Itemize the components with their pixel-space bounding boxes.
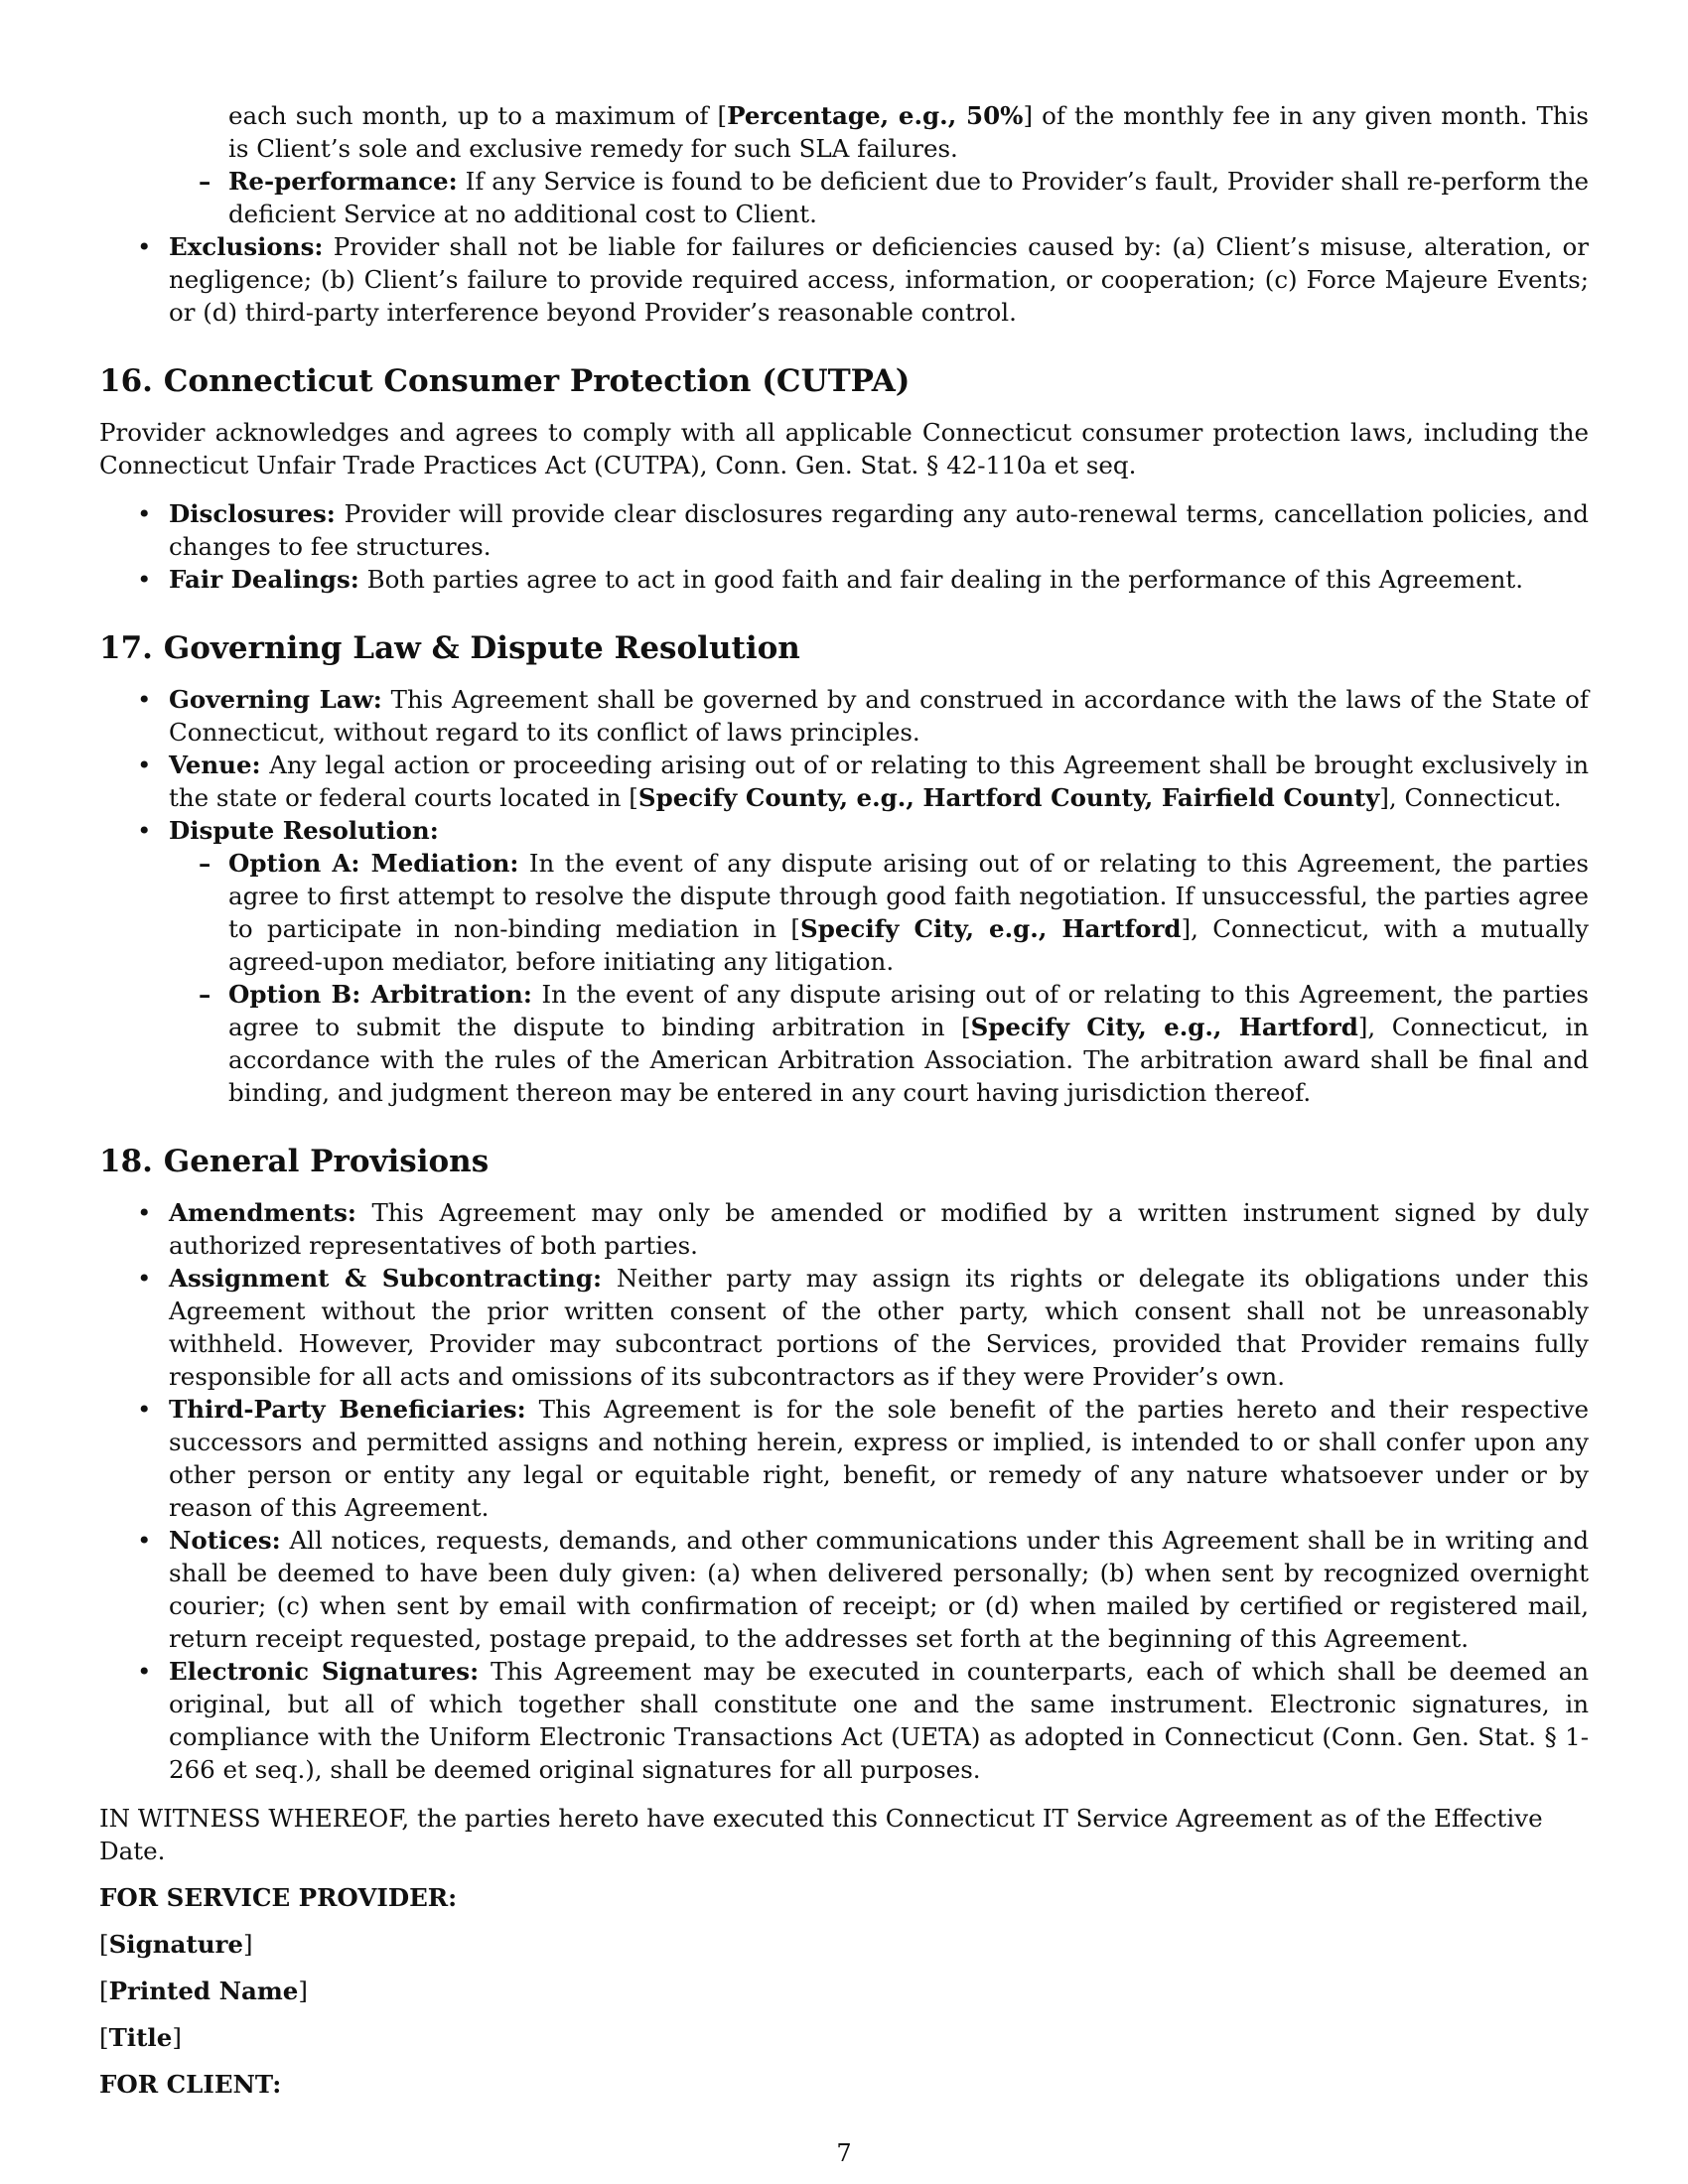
county-placeholder: Specify County, e.g., Hartford County, Fairfield County [637, 783, 1380, 812]
printed-name-placeholder: [Printed Name] [99, 1977, 308, 2005]
list-item-assignment: • Assignment & Subcontracting: Neither party may assign its rights or delegate its obligations under this Agreement without the prior written consent of the other party, which consent shall not be unreasonably withheld. However, Provider may subcontract portions of the Services, provided that Provider remains fully responsible for all acts and omissions of its subcontractors as if they were Provider’s own. [99, 1262, 1589, 1393]
list-item-venue: • Venue: Any legal action or proceeding arising out of or relating to this Agreement shall be brought exclusively in the state or federal courts located in [Specify County, e.g., Hartford County, Fairfield County], Connecticut. [99, 749, 1589, 814]
list-item-option-a: – Option A: Mediation: In the event of any dispute arising out of or relating to this Agreement, the parties agree to first attempt to resolve the dispute through good faith negotiation. If unsuccessful, the parties agree to participate in non-binding mediation in [Specify City, e.g., Hartford], Connecticut, with a mutually agreed-upon mediator, before initiating any litigation. [169, 847, 1589, 978]
list-item-dispute-resolution: • Dispute Resolution: – Option A: Mediation: In the event of any dispute arising out of or relating to this Agreement, the parties agree to first attempt to resolve the dispute through good faith negotiation. If unsuccessful, the parties agree to participate in non-binding mediation in [Specify City, e.g., Hartford], Connecticut, with a mutually agreed-upon mediator, before initiating any litigation. – Option B: Arbitration: In the event of any dispute arising out of or relating to this Agreement, the parties agree to submit the dispute to binding arbitration in [Specify City, e.g., Hartford], Connecticut, in accordance with the rules of the American Arbitration Association. The arbitration award shall be final and binding, and judgment thereon may be entered in any court having jurisdiction thereof. [99, 814, 1589, 1109]
witness-clause: IN WITNESS WHEREOF, the parties hereto have executed this Connecticut IT Service Agreement as of the Effective Date. [99, 1804, 1543, 1865]
list-item-electronic-signatures: • Electronic Signatures: This Agreement may be executed in counterparts, each of which shall be deemed an original, but all of which together shall constitute one and the same instrument. Electronic signatures, in compliance with the Uniform Electronic Transactions Act (UETA) as adopted in Connecticut (Conn. Gen. Stat. § 1-266 et seq.), shall be deemed original signatures for all purposes. [99, 1655, 1589, 1786]
list-item-amendments: • Amendments: This Agreement may only be amended or modified by a written instrument signed by duly authorized representatives of both parties. [99, 1196, 1589, 1262]
sla-credit-continuation: each such month, up to a maximum of [Percentage, e.g., 50%] of the monthly fee in any given month. This is Client’s sole and exclusive remedy for such SLA failures. [228, 101, 1589, 163]
dispute-options-list [169, 847, 1589, 1109]
section-18-list [99, 1196, 1589, 1786]
section-17-heading: 17. Governing Law & Dispute Resolution [99, 630, 800, 666]
list-item-disclosures: • Disclosures: Provider will provide clear disclosures regarding any auto-renewal terms, cancellation policies, and changes to fee structures. [99, 497, 1589, 563]
city-placeholder: Specify City, e.g., Hartford [800, 914, 1182, 943]
city-placeholder: Specify City, e.g., Hartford [970, 1013, 1358, 1041]
document-page [99, 99, 1589, 2101]
provider-heading: FOR SERVICE PROVIDER: [99, 1883, 458, 1912]
list-item-governing-law: • Governing Law: This Agreement shall be governed by and construed in accordance with the laws of the State of Connecticut, without regard to its conflict of laws principles. [99, 683, 1589, 749]
page-number: 7 [836, 2139, 852, 2167]
sla-list [99, 230, 1589, 329]
section-17-list [99, 683, 1589, 1109]
signature-placeholder: [Signature] [99, 1930, 253, 1959]
title-placeholder: [Title] [99, 2023, 182, 2052]
section-16-heading: 16. Connecticut Consumer Protection (CUTPA) [99, 363, 911, 399]
list-item-reperformance: – Re-performance: If any Service is found to be deficient due to Provider’s fault, Provider shall re-perform the deficient Service at no additional cost to Client. [169, 165, 1589, 230]
list-item-third-party: • Third-Party Beneficiaries: This Agreement is for the sole benefit of the parties hereto and their respective successors and permitted assigns and nothing herein, express or implied, is intended to or shall confer upon any other person or entity any legal or equitable right, benefit, or remedy of any nature whatsoever under or by reason of this Agreement. [99, 1393, 1589, 1524]
list-item-exclusions: • Exclusions: Provider shall not be liable for failures or deficiencies caused by: (a) Client’s misuse, alteration, or negligence; (b) Client’s failure to provide required access, information, or cooperation; (c) Force Majeure Events; or (d) third-party interference beyond Provider’s reasonable control. [99, 230, 1589, 329]
percentage-placeholder: Percentage, e.g., 50% [727, 101, 1024, 130]
list-item-option-b: – Option B: Arbitration: In the event of any dispute arising out of or relating to this Agreement, the parties agree to submit the dispute to binding arbitration in [Specify City, e.g., Hartford], Connecticut, in accordance with the rules of the American Arbitration Association. The arbitration award shall be final and binding, and judgment thereon may be entered in any court having jurisdiction thereof. [169, 978, 1589, 1109]
remedy-sublist [99, 165, 1589, 230]
section-16-intro: Provider acknowledges and agrees to comply with all applicable Connecticut consumer protection laws, including the Connecticut Unfair Trade Practices Act (CUTPA), Conn. Gen. Stat. § 42-110a et seq. [99, 418, 1589, 479]
list-item-notices: • Notices: All notices, requests, demands, and other communications under this Agreement shall be in writing and shall be deemed to have been duly given: (a) when delivered personally; (b) when sent by recognized overnight courier; (c) when sent by email with confirmation of receipt; or (d) when mailed by certified or registered mail, return receipt requested, postage prepaid, to the addresses set forth at the beginning of this Agreement. [99, 1524, 1589, 1655]
section-18-heading: 18. General Provisions [99, 1144, 490, 1179]
client-heading: FOR CLIENT: [99, 2070, 282, 2099]
section-16-list [99, 497, 1589, 596]
list-item-fair-dealings: • Fair Dealings: Both parties agree to act in good faith and fair dealing in the performance of this Agreement. [99, 563, 1589, 596]
